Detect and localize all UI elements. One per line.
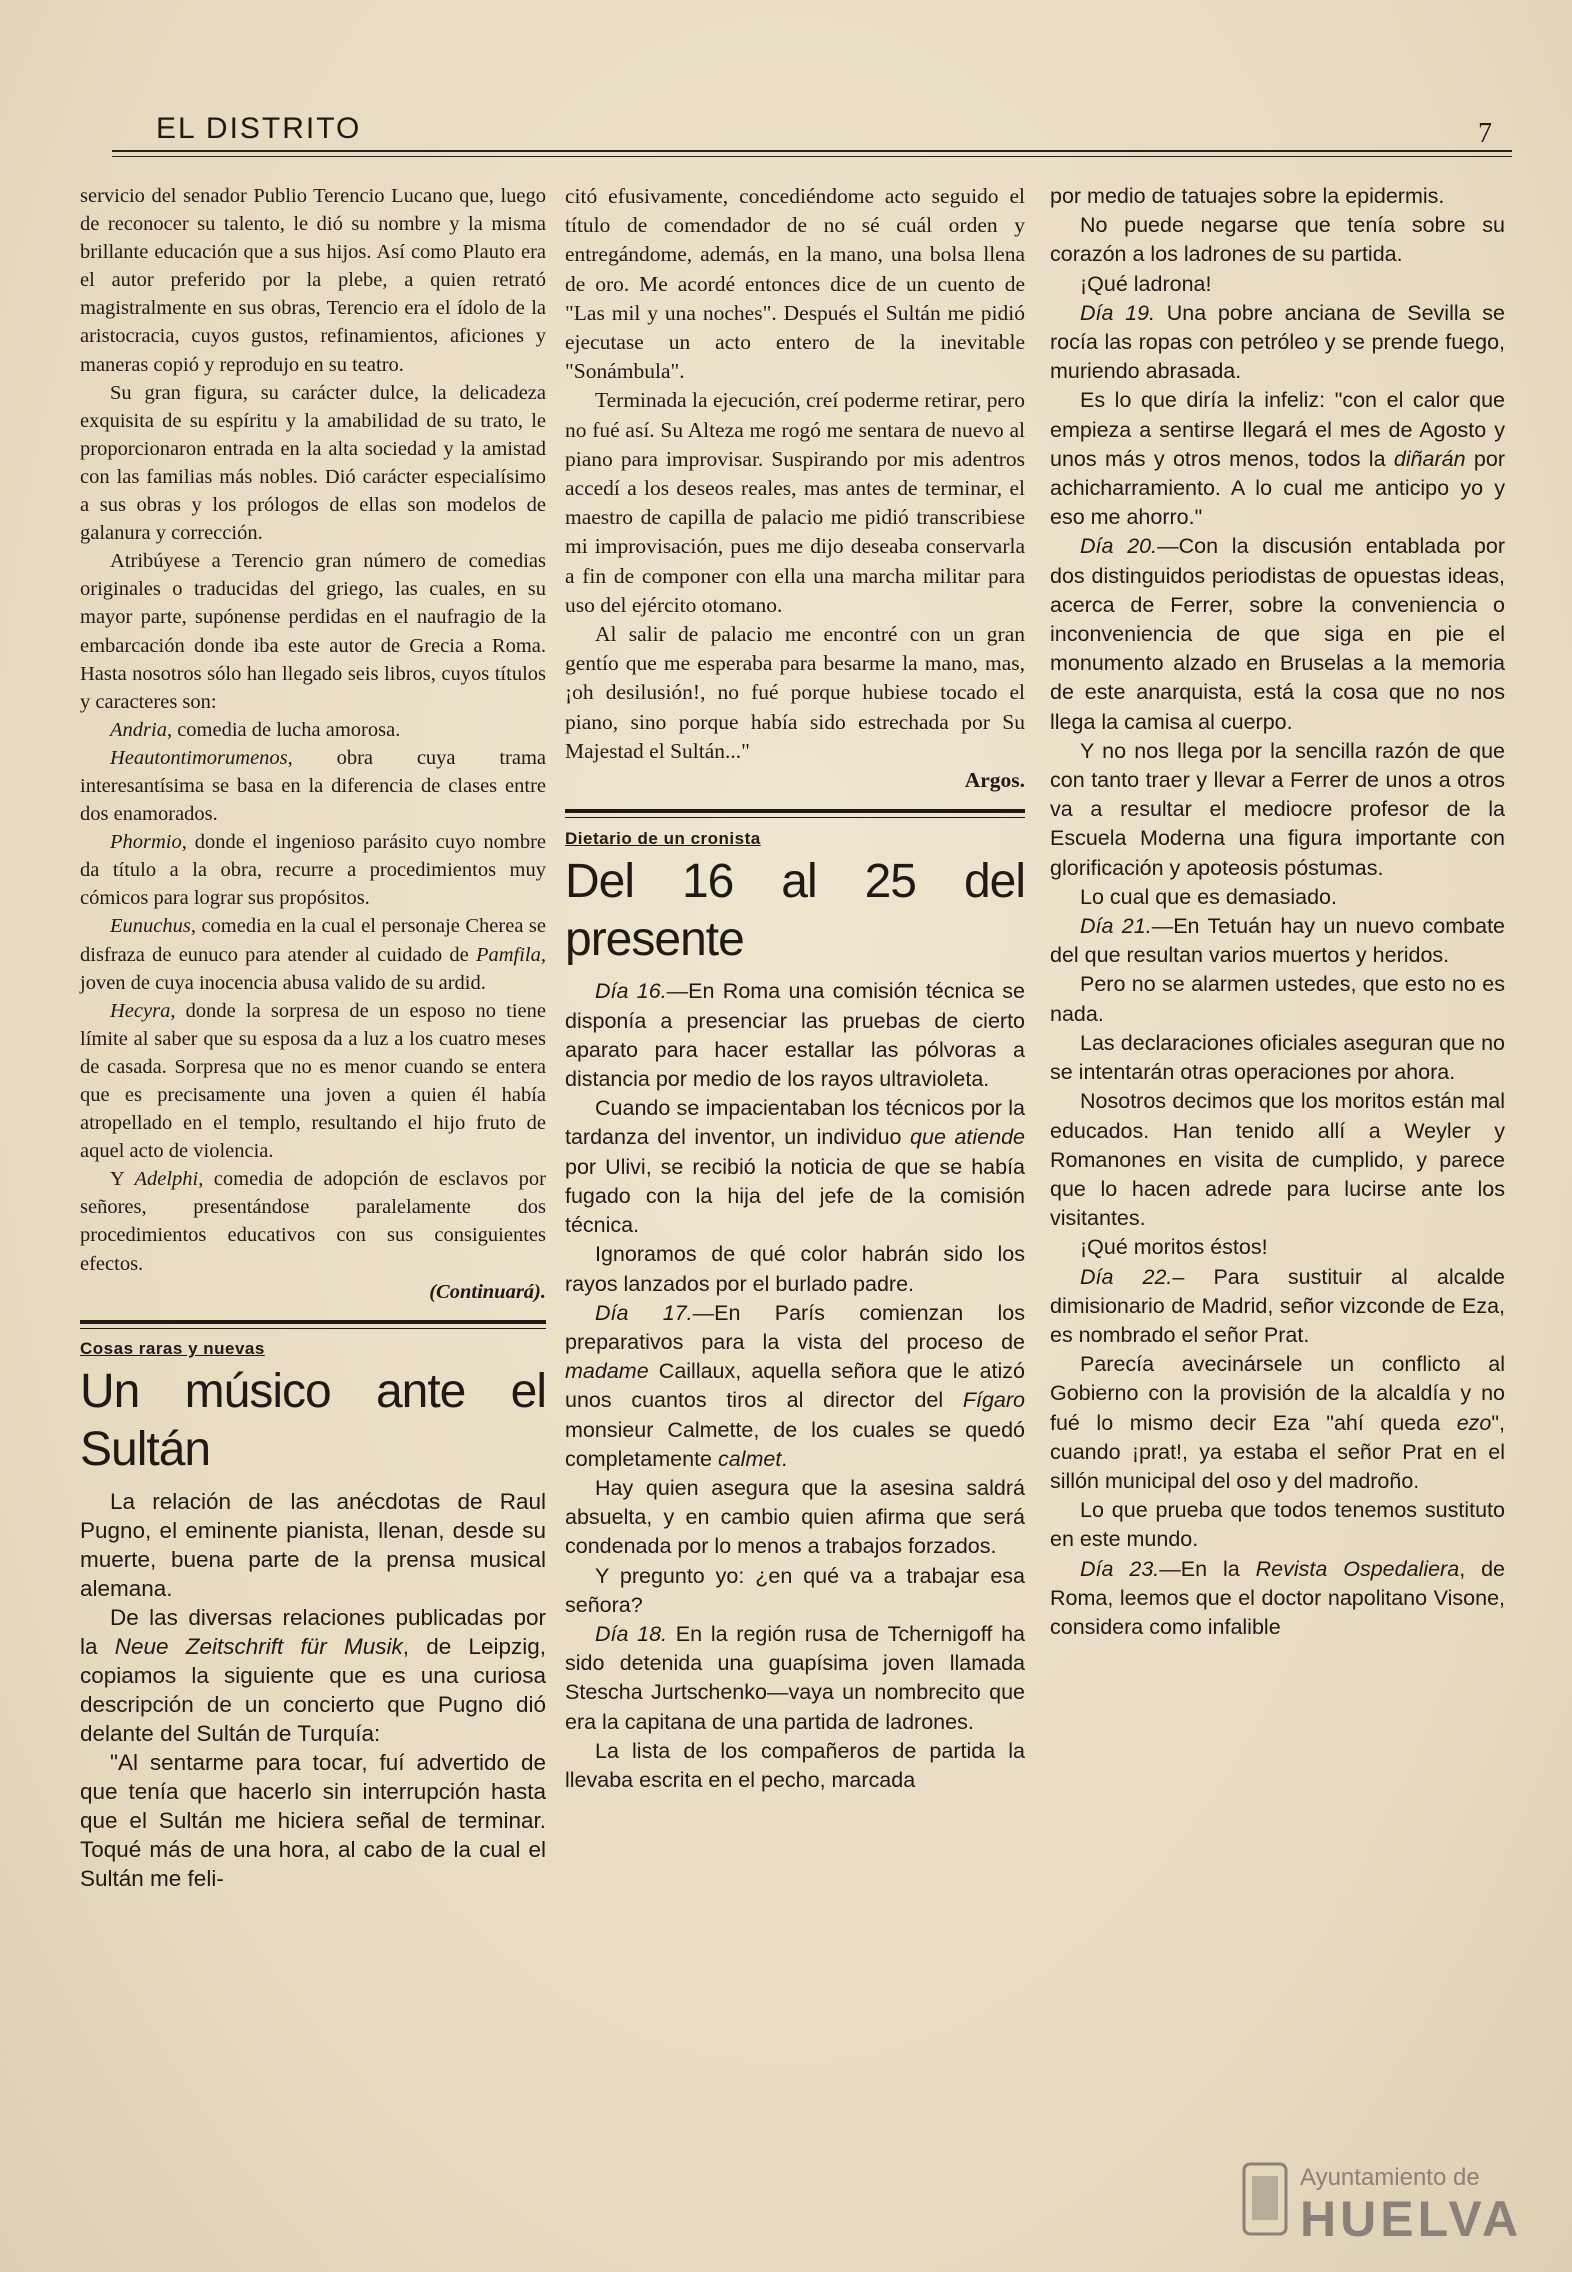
work-desc: , comedia en la cual el personaje Cherea se disfraza de eunuco para atender al cuidado de [80, 915, 546, 966]
work-hecyra [80, 997, 546, 1166]
paragraph [80, 1603, 546, 1748]
page-number: 7 [1478, 118, 1492, 149]
paragraph: "Al sentarme para tocar, fuí advertido de que tenía que hacerlo sin interrupción hasta que el Sultán me hiciera señal de terminar. Toqué más de una hora, al cabo de la cual el Sultán me feli- [80, 1749, 546, 1891]
paragraph: La lista de los compañeros de partida la llevaba escrita en el pecho, marcada [565, 1738, 1025, 1792]
work-title: Eunuchus [110, 915, 191, 938]
entry-day-17 [565, 1299, 1025, 1474]
paragraph: Hay quien asegura que la asesina saldrá absuelta, y en cambio quien afirma que será condenada por lo menos a trabajos forzados. [565, 1475, 1025, 1559]
text: Una pobre anciana de Sevilla se rocía las ropas con petróleo y se prende fuego, muriendo abrasada. [1050, 300, 1505, 384]
paragraph [1050, 386, 1505, 532]
day-label: Día 18. [595, 1621, 668, 1646]
text: Es lo que diría la infeliz: "con el calor que empieza a sentirse llegará el mes de Agosto y unos más y otros menos, todos la [1050, 388, 1505, 471]
entry-day-16 [565, 977, 1025, 1094]
work-andria [80, 716, 546, 744]
work-title: Adelphi [134, 1168, 199, 1191]
article-headline: Un músico ante el Sultán [80, 1364, 546, 1476]
day-label: Día 22. [1080, 1264, 1173, 1289]
text-italic: calmet [717, 1446, 782, 1471]
watermark-logo [1240, 2150, 1540, 2250]
work-title: Heautontimorumenos [110, 746, 288, 769]
work-desc: , obra cuya trama interesantísima se basa en la diferencia de clases entre dos enamorados. [80, 746, 546, 826]
paragraph: La relación de las anécdotas de Raul Pugno, el eminente pianista, llenan, desde su muerte, buena parte de la prensa musical alemana. [80, 1488, 546, 1601]
coat-of-arms-icon [1240, 2154, 1290, 2244]
section-kicker: Cosas raras y nuevas [80, 1338, 265, 1358]
paragraph: Terminada la ejecución, creí poderme retirar, pero no fué así. Su Alteza me rogó me sentara de nuevo al piano para improvisar. Suspirando por mis adentros accedí a los deseos reales, mas antes de terminar, el maestro de capilla de palacio me pidió transcribiese mi improvisación, pues me dijo deseaba conservarla a fin de componer con ella una marcha militar para uso del ejército otomano. [565, 388, 1025, 617]
section-rule-thin [80, 1328, 546, 1329]
text: Caillaux, aquella señora que le atizó unos cuantos tiros al director del [565, 1359, 1025, 1413]
paragraph: Y no nos llega por la sencilla razón de que con tanto traer y llevar a Ferrer de unos a otros va a resultar el mediocre profesor de la Escuela Moderna una figura importante con glorificación y apoteosis póstumas. [1050, 738, 1505, 880]
text: por Ulivi, se recibió la noticia de que se había fugado con la hija del jefe de la comisión técnica. [565, 1154, 1025, 1238]
text: ", cuando ¡prat!, ya estaba el señor Prat en el sillón municipal del oso y del madroño. [1050, 1410, 1505, 1493]
work-desc: , donde el ingenioso parásito cuyo nombre da título a la obra, recurre a procedimientos muy cómicos para lograr sus propósitos. [80, 831, 546, 910]
work-eunuchus [80, 912, 546, 996]
work-desc: , joven de cuya inocencia abusa valido de su ardid. [80, 943, 546, 994]
paragraph: No puede negarse que tenía sobre su corazón a los ladrones de su partida. [1050, 213, 1505, 267]
text: Cuando se impacientaban los técnicos por la tardanza del inventor, un individuo [565, 1096, 1025, 1150]
text: —En Roma una comisión técnica se disponía a presenciar las pruebas de cierto aparato para hacer estallar las pólvoras a distancia por medio de los rayos ultravioleta. [565, 979, 1025, 1092]
work-desc: , comedia de adopción de esclavos por señores, presentándose paralelamente dos procedimientos educativos con sus consiguientes efectos. [80, 1168, 546, 1275]
entry-day-22 [1050, 1263, 1505, 1351]
text: Parecía avecinársele un conflicto al Gobierno con la provisión de la alcaldía y no fué lo mismo decir Eza "ahí queda [1050, 1352, 1505, 1435]
text: , de Roma, leemos que el doctor napolitano Visone, considera como infalible [1050, 1556, 1505, 1639]
article-body [565, 977, 1025, 1795]
masthead-rule-thin [112, 156, 1512, 157]
entry-day-18 [565, 1620, 1025, 1737]
section-rule [80, 1320, 546, 1324]
text: por achicharramiento. A lo cual me anticipo yo y eso me ahorro." [1050, 446, 1505, 530]
paragraph: ¡Qué moritos éstos! [1080, 1235, 1268, 1260]
paragraph [1050, 1350, 1505, 1496]
text-italic: diñarán [1393, 446, 1466, 471]
character-name: Pamfila [475, 943, 541, 966]
section-kicker: Dietario de un cronista [565, 829, 761, 849]
masthead [112, 112, 1512, 152]
text: monsieur Calmette, de los cuales se quedó completamente [565, 1417, 1025, 1471]
paragraph: Y pregunto yo: ¿en qué va a trabajar esa señora? [565, 1563, 1025, 1617]
day-label: Día 17. [595, 1300, 693, 1325]
watermark-line2: HUELVA [1300, 2191, 1523, 2247]
text-italic: que atiende [910, 1125, 1025, 1150]
work-desc: , comedia de lucha amorosa. [166, 718, 401, 741]
paragraph: Su gran figura, su carácter dulce, la delicadeza exquisita de su espíritu y la amabilidad de su trato, le proporcionaron entrada en la alta sociedad y la amistad con las familias más nobles. Dió carácter especialísimo a sus obras y los prólogos de ellas son modelos de galanura y corrección. [80, 381, 546, 545]
entry-day-21 [1050, 912, 1505, 970]
text: , de Leipzig, copiamos la siguiente que es una curiosa descripción de un concierto que Pugno dió delante del Sultán de Turquía: [80, 1633, 546, 1746]
text-italic: madame [565, 1359, 649, 1384]
text: – Para sustituir al alcalde dimisionario de Madrid, señor vizconde de Eza, es nombrado el señor Prat. [1050, 1264, 1505, 1347]
work-title: Phormio [110, 831, 182, 854]
journal-name: Revista Ospedaliera [1255, 1556, 1460, 1581]
section-rule-thin [565, 817, 1025, 818]
text: —En París comienzan los preparativos para la vista del proceso de [565, 1300, 1025, 1354]
text: —En la [1159, 1556, 1256, 1581]
text: En la región rusa de Tchernigoff ha sido detenida una guapísima joven llamada Stescha Jurtschenko—vaya un nombrecito que era la capitana de una partida de ladrones. [565, 1621, 1025, 1734]
text: —En Tetuán hay un nuevo combate del que resultan varios muertos y heridos. [1050, 914, 1506, 968]
paragraph: Lo que prueba que todos tenemos sustituto en este mundo. [1050, 1498, 1505, 1552]
paragraph: Ignoramos de qué color habrán sido los rayos lanzados por el burlado padre. [565, 1242, 1025, 1296]
section-rule [565, 809, 1025, 813]
day-label: Día 19. [1080, 300, 1156, 325]
paragraph [565, 1094, 1025, 1240]
day-label: Día 16. [595, 979, 667, 1004]
entry-day-20 [1050, 532, 1505, 736]
paragraph: servicio del senador Publio Terencio Lucano que, luego de reconocer su talento, le dió su nombre y la misma brillante educación que a sus hijos. Así como Plauto era el autor preferido por la plebe, a quien retrató magistralmente en sus obras, Terencio era el ídolo de la aristocracia, cuyos gustos, refinamientos, aficiones y maneras copió y reprodujo en su teatro. [80, 185, 546, 376]
article-headline: Del 16 al 25 del presente [565, 855, 1025, 967]
work-adelphi [80, 1165, 546, 1277]
signature: Argos. [964, 768, 1025, 793]
column-3 [1050, 182, 1505, 1642]
paragraph: Nosotros decimos que los moritos están mal educados. Han tenido allí a Weyler y Romanones en visita de cumplido, y parece que lo hacen adrede para lucirse ante los visitantes. [1050, 1089, 1505, 1231]
text-italic: Fígaro [962, 1388, 1025, 1413]
text: De las diversas relaciones publicadas por la [80, 1604, 546, 1659]
paragraph: Lo cual que es demasiado. [1080, 884, 1337, 909]
text: . [781, 1446, 788, 1471]
work-pre: Y [110, 1168, 135, 1191]
work-title: Hecyra [110, 999, 171, 1022]
work-phormio [80, 828, 546, 912]
work-title: Andria [110, 718, 167, 741]
text: —Con la discusión entablada por dos distinguidos periodistas de opuestas ideas, acerca de Ferrer, sobre la conveniencia o inconveniencia de que siga en pie el monumento alzado en Bruselas a la memoria de este anarquista, está la cosa que no nos llega la camisa al cuerpo. [1050, 534, 1505, 734]
day-label: Día 21. [1080, 914, 1152, 939]
paragraph: citó efusivamente, concediéndome acto seguido el título de comendador de no sé cuál orden y entregándome, además, en la mano, una bolsa llena de oro. Me acordé entonces dice de un cuento de "Las mil y una noches". Después el Sultán me pidió ejecutase un acto entero de la inevitable "Sonámbula". [565, 184, 1025, 384]
masthead-rule [112, 150, 1512, 152]
work-heauton [80, 744, 546, 828]
continued-note: (Continuará). [429, 1280, 546, 1303]
text-italic: ezo [1456, 1410, 1492, 1435]
paragraph: Atribúyese a Terencio gran número de comedias originales o traducidas del griego, las cuales, en su mayor parte, supónense perdidas en el naufragio de la embarcación donde iba este autor de Grecia a Roma. Hasta nosotros sólo han llegado seis libros, cuyos títulos y caracteres son: [80, 550, 546, 713]
day-label: Día 20. [1080, 534, 1158, 559]
work-desc: , donde la sorpresa de un esposo no tiene límite al saber que su esposa da a luz a los cuatro meses de casada. Sorpresa que no es menor cuando se entera que es precisamente una joven a quien él había atropellado en el templo, resultando el hijo fruto de aquel acto de violencia. [80, 999, 546, 1163]
paragraph: Pero no se alarmen ustedes, que esto no es nada. [1050, 972, 1505, 1026]
paragraph: Al salir de palacio me encontré con un gran gentío que me esperaba para besarme la mano, mas, ¡oh desilusión!, no fué porque hubiese tocado el piano, sino porque había sido estrechada por Su Majestad el Sultán..." [565, 622, 1025, 763]
column-1 [80, 182, 546, 1893]
column-2 [565, 182, 1025, 1795]
newspaper-title: EL DISTRITO [156, 112, 362, 145]
day-label: Día 23. [1080, 1556, 1160, 1581]
entry-day-23 [1050, 1555, 1505, 1643]
article-body [80, 1487, 546, 1893]
watermark-line1: Ayuntamiento de [1300, 2164, 1480, 2191]
entry-day-19 [1050, 299, 1505, 387]
paragraph: Las declaraciones oficiales aseguran que no se intentarán otras operaciones por ahora. [1050, 1030, 1505, 1085]
paragraph: por medio de tatuajes sobre la epidermis. [1050, 184, 1445, 208]
publication-name: Neue Zeitschrift für Musik [114, 1633, 403, 1659]
paragraph: ¡Qué ladrona! [1080, 271, 1212, 296]
